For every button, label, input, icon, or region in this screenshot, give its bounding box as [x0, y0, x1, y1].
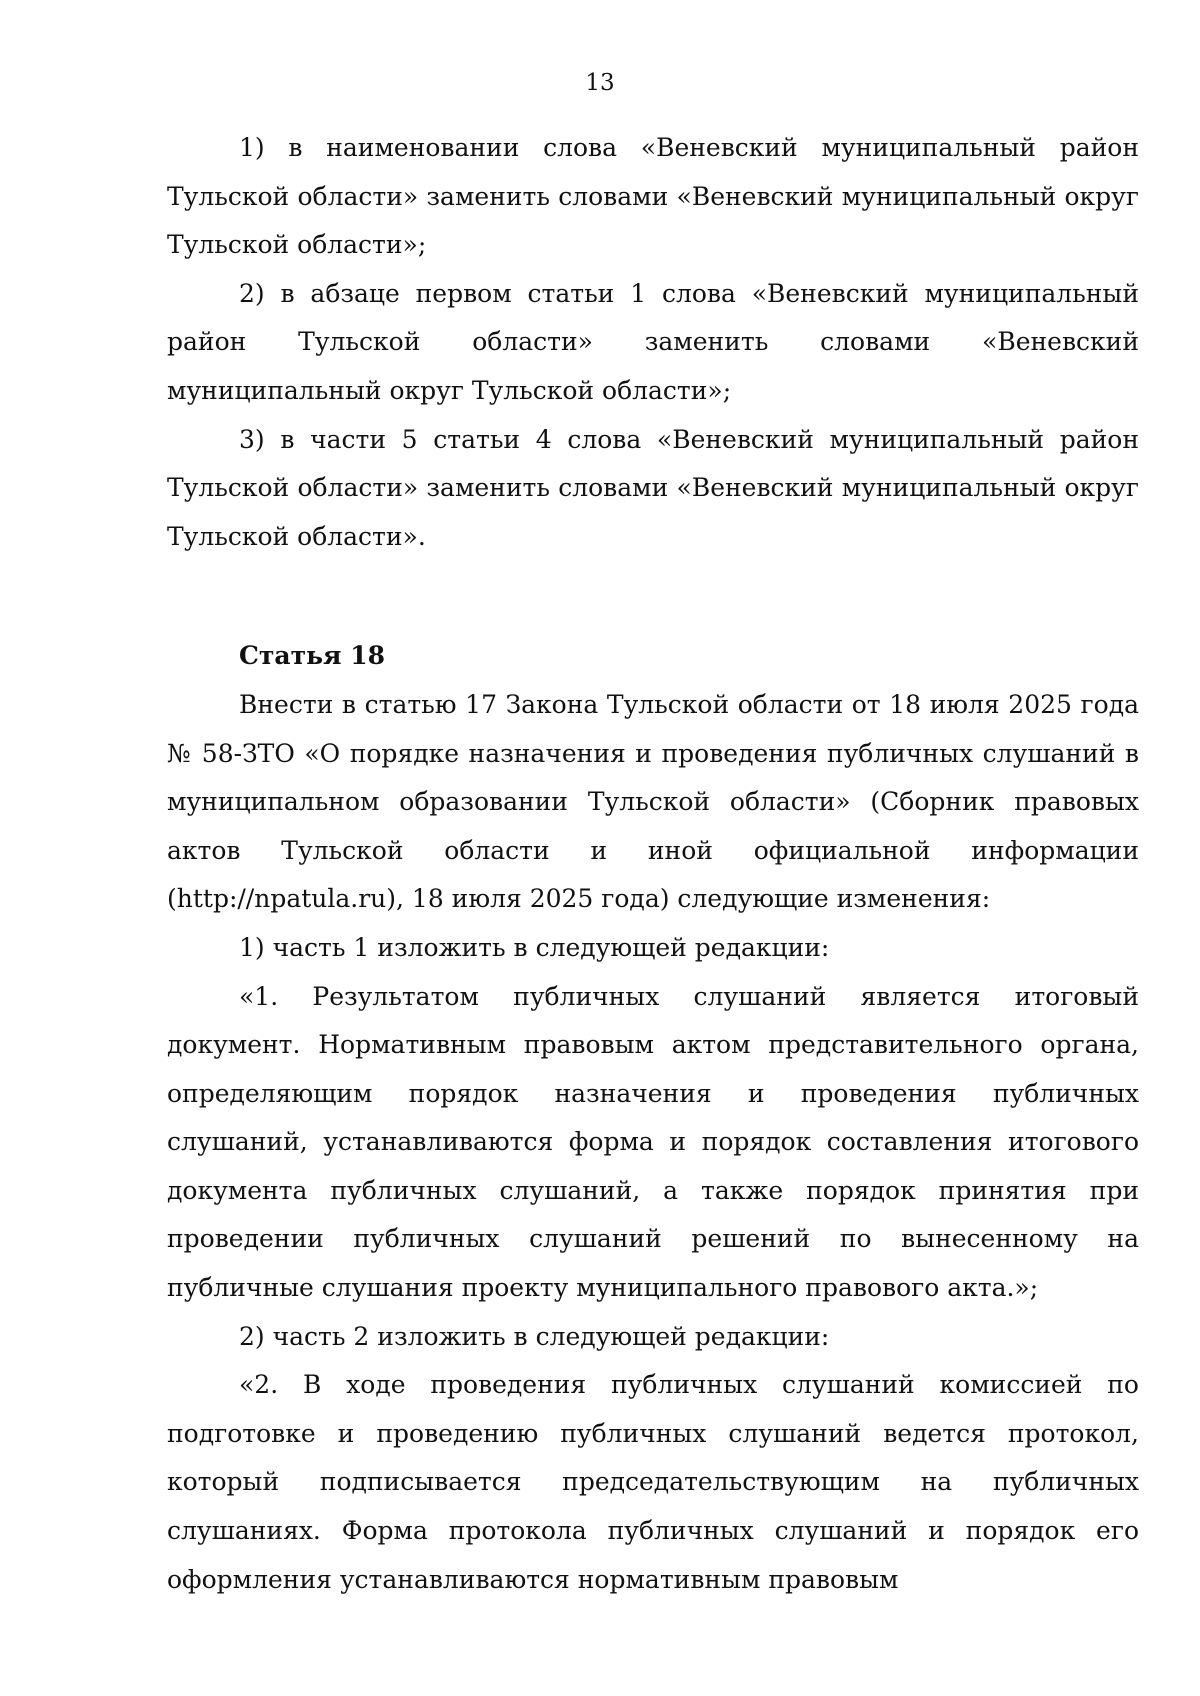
article-heading: Статья 18: [239, 641, 386, 671]
article-item-1: 1) часть 1 изложить в следующей редакции:: [239, 932, 830, 962]
amendment-item-2: 2) в абзаце первом статьи 1 слова «Веневский муниципальный район Тульской области» заменить словами «Веневский муниципальный округ Тульской области»;: [167, 278, 1139, 405]
article-intro-paragraph: Внести в статью 17 Закона Тульской области от 18 июля 2025 года № 58-ЗТО «О порядке назначения и проведения публичных слушаний в муниципальном образовании Тульской области» (Сборник правовых актов Тульской области и иной официальной информации (http://npatula.ru), 18 июля 2025 года) следующие изменения:: [167, 689, 1139, 914]
article-item-2: 2) часть 2 изложить в следующей редакции:: [239, 1321, 830, 1351]
article-item-2-text: «2. В ходе проведения публичных слушаний комиссией по подготовке и проведению публичных слушаний ведется протокол, который подписывается председательствующим на публичных слушаниях. Форма протокола публичных слушаний и порядок его оформления устанавливаются нормативным правовым: [167, 1370, 1139, 1594]
document-body: [167, 124, 1139, 1604]
article-item-1-text: «1. Результатом публичных слушаний является итоговый документ. Нормативным правовым актом представительного органа, определяющим порядок назначения и проведения публичных слушаний, устанавливаются форма и порядок составления итогового документа публичных слушаний, а также порядок принятия при проведении публичных слушаний решений по вынесенному на публичные слушания проекту муниципального правового акта.»;: [167, 981, 1139, 1303]
page-number: 13: [585, 70, 615, 96]
amendment-item-3: 3) в части 5 статьи 4 слова «Веневский муниципальный район Тульской области» заменить словами «Веневский муниципальный округ Тульской области».: [167, 424, 1139, 551]
amendment-item-1: 1) в наименовании слова «Веневский муниципальный район Тульской области» заменить словами «Веневский муниципальный округ Тульской области»;: [167, 133, 1139, 260]
